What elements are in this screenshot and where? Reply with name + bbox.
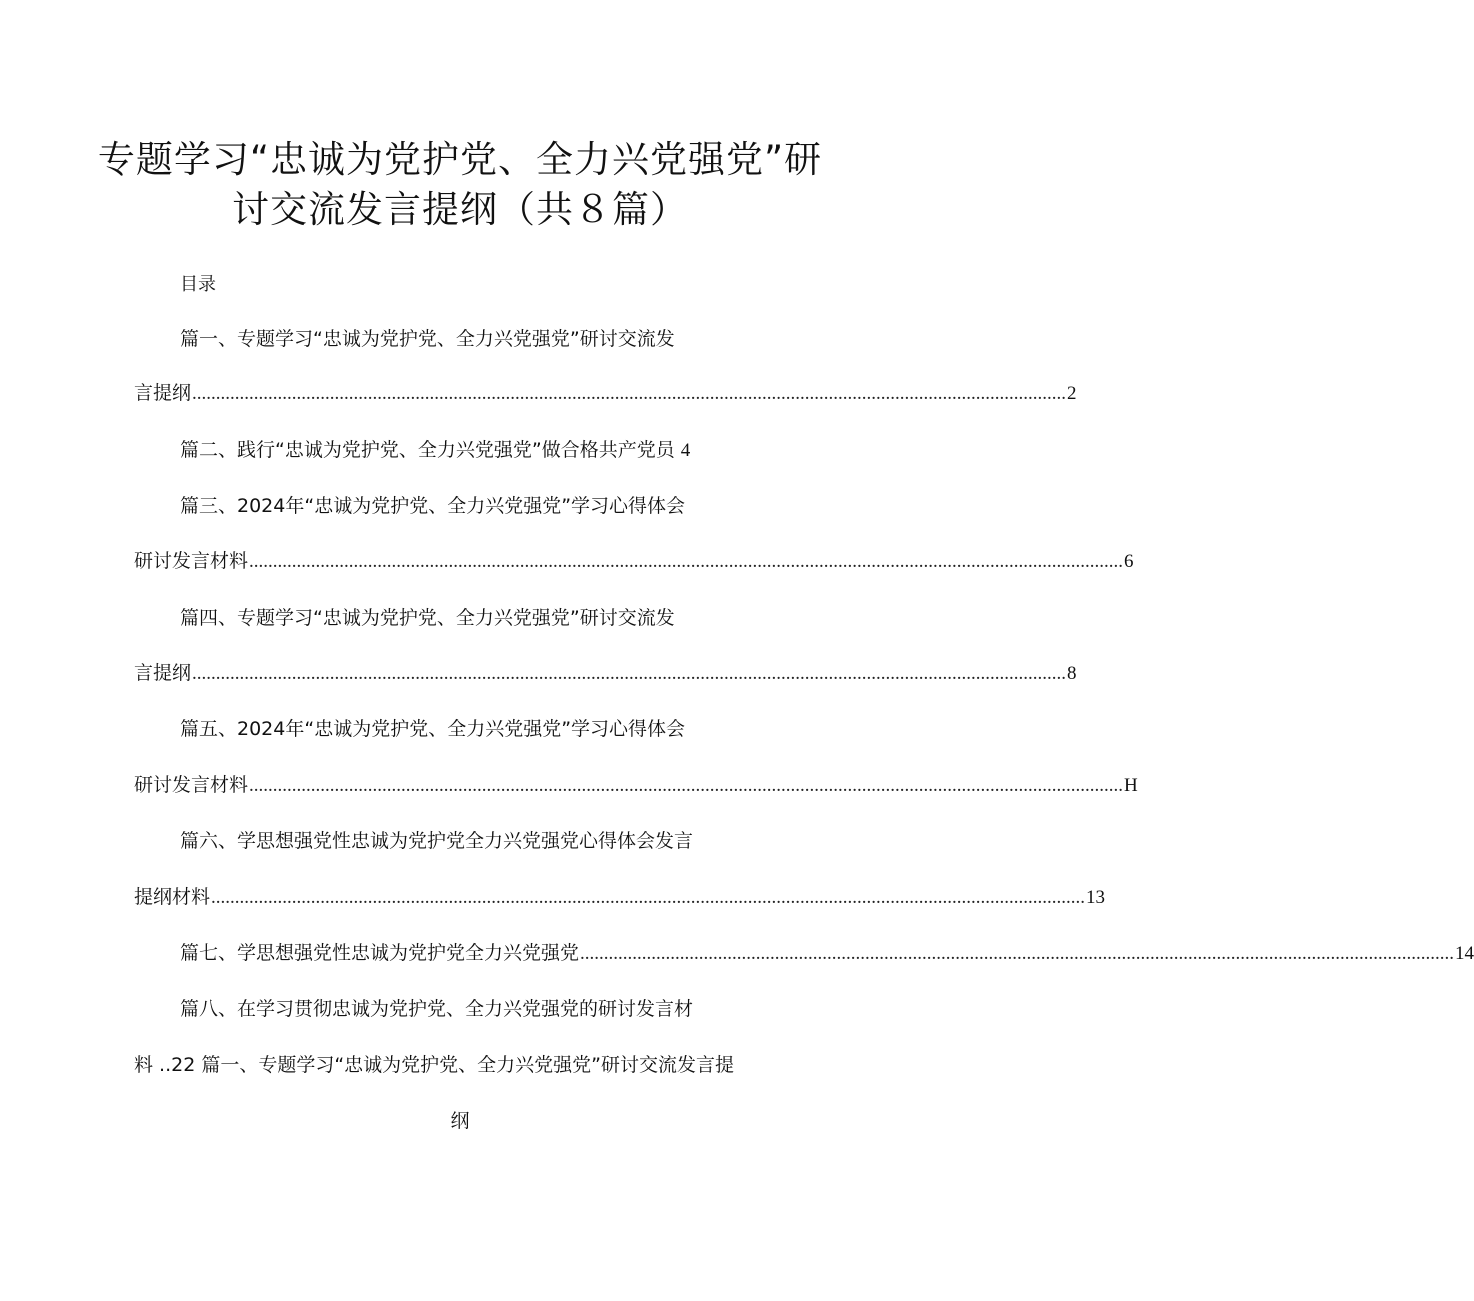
toc-entry-2[interactable] — [180, 437, 690, 464]
toc-leader-dots: ........................................................................................................................................................................................ — [192, 663, 1067, 684]
toc-leader-dots: ........................................................................................................................................................................................ — [192, 383, 1067, 404]
toc-entry-8-title[interactable]: 篇八、在学习贯彻忠诚为党护党、全力兴党强党的研讨发言材 — [180, 998, 694, 1020]
toc-label: 目录 — [180, 274, 216, 295]
toc-leader-dots: ........................................................................................................................................................................................ — [580, 943, 1455, 964]
toc-entry-6-title-cont: 提纲材料 — [134, 886, 211, 908]
toc-entry-1-leader-row[interactable] — [134, 380, 1077, 407]
toc-entry-4-title[interactable]: 篇四、专题学习“忠诚为党护党、全力兴党强党”研讨交流发 — [180, 607, 675, 629]
toc-leader-dots: ........................................................................................................................................................................................ — [249, 551, 1124, 572]
toc-entry-5-page: H — [1124, 775, 1138, 796]
toc-entry-4-page: 8 — [1067, 663, 1077, 684]
toc-entry-5-title[interactable]: 篇五、2024年“忠诚为党护党、全力兴党强党”学习心得体会 — [180, 718, 686, 740]
toc-entry-6-leader-row[interactable] — [134, 884, 1106, 911]
toc-entry-1-title-cont: 言提纲 — [134, 382, 192, 404]
toc-entry-5-title-cont: 研讨发言材料 — [134, 774, 249, 796]
toc-entry-8-title-end: 纲 — [450, 1110, 470, 1132]
toc-entry-3-page: 6 — [1124, 551, 1134, 572]
toc-entry-5-leader-row[interactable] — [134, 772, 1138, 799]
toc-leader-dots: ........................................................................................................................................................................................ — [211, 887, 1086, 908]
toc-entry-2-page: 4 — [680, 440, 691, 461]
toc-entry-7-leader-row[interactable] — [180, 940, 1474, 967]
toc-entry-6-title[interactable]: 篇六、学思想强党性忠诚为党护党全力兴党强党心得体会发言 — [180, 830, 694, 852]
toc-entry-1-page: 2 — [1067, 383, 1077, 404]
toc-entry-3-title[interactable]: 篇三、2024年“忠诚为党护党、全力兴党强党”学习心得体会 — [180, 495, 686, 517]
document-title-line-2: 讨交流发言提纲（共８篇） — [232, 188, 688, 231]
toc-entry-3-title-cont: 研讨发言材料 — [134, 550, 249, 572]
toc-entry-3-leader-row[interactable] — [134, 548, 1134, 575]
toc-entry-2-title: 篇二、践行“忠诚为党护党、全力兴党强党”做合格共产党员 — [180, 439, 675, 461]
toc-leader-dots: ........................................................................................................................................................................................ — [249, 775, 1124, 796]
toc-entry-8-title-cont: 料 ..22 篇一、专题学习“忠诚为党护党、全力兴党强党”研讨交流发言提 — [134, 1054, 735, 1076]
toc-entry-7-page: 14 — [1455, 943, 1474, 964]
document-title-line-1: 专题学习“忠诚为党护党、全力兴党强党”研 — [97, 138, 823, 181]
toc-entry-4-title-cont: 言提纲 — [134, 662, 192, 684]
toc-entry-1-title[interactable]: 篇一、专题学习“忠诚为党护党、全力兴党强党”研讨交流发 — [180, 328, 675, 350]
toc-entry-7-title: 篇七、学思想强党性忠诚为党护党全力兴党强党 — [180, 942, 580, 964]
toc-entry-4-leader-row[interactable] — [134, 660, 1077, 687]
toc-entry-6-page: 13 — [1086, 887, 1106, 908]
